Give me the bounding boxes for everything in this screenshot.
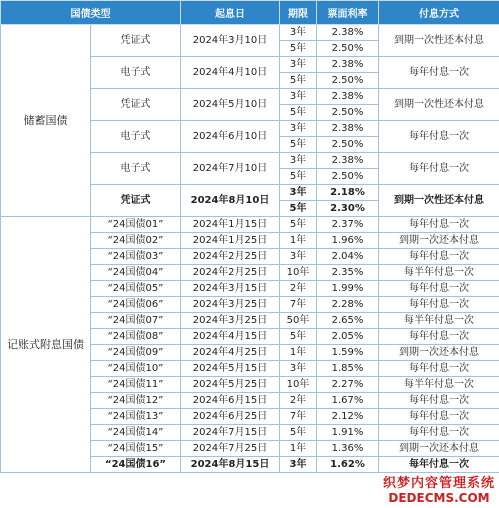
term: 7年	[280, 409, 317, 425]
term: 5年	[280, 73, 317, 89]
value-date: 2024年1月15日	[181, 217, 280, 233]
bond-name: “24国债09”	[91, 345, 181, 361]
coupon-rate: 2.28%	[317, 297, 379, 313]
value-date: 2024年1月25日	[181, 233, 280, 249]
coupon-rate: 2.50%	[317, 105, 379, 121]
payment-method: 每半年付息一次	[379, 265, 499, 281]
watermark	[383, 477, 495, 506]
bond-name: “24国债08”	[91, 329, 181, 345]
payment-method: 每年付息一次	[379, 57, 499, 89]
payment-method: 到期一次性还本付息	[379, 89, 499, 121]
bond-name: “24国债16”	[91, 457, 181, 473]
bond-form: 电子式	[91, 121, 181, 153]
header-row	[1, 1, 499, 25]
bond-name: “24国债04”	[91, 265, 181, 281]
coupon-rate: 2.38%	[317, 153, 379, 169]
payment-method: 每年付息一次	[379, 425, 499, 441]
payment-method: 每年付息一次	[379, 409, 499, 425]
payment-method: 每年付息一次	[379, 153, 499, 185]
term: 50年	[280, 313, 317, 329]
payment-method: 每半年付息一次	[379, 313, 499, 329]
value-date: 2024年6月10日	[181, 121, 280, 153]
header-value-date: 起息日	[181, 1, 280, 25]
payment-method: 到期一次还本付息	[379, 441, 499, 457]
coupon-rate: 2.18%	[317, 185, 379, 201]
value-date: 2024年6月25日	[181, 409, 280, 425]
term: 5年	[280, 217, 317, 233]
header-term: 期限	[280, 1, 317, 25]
term: 5年	[280, 137, 317, 153]
coupon-rate: 2.50%	[317, 41, 379, 57]
term: 3年	[280, 89, 317, 105]
coupon-rate: 2.04%	[317, 249, 379, 265]
term: 3年	[280, 153, 317, 169]
bond-name: “24国债14”	[91, 425, 181, 441]
coupon-rate: 1.67%	[317, 393, 379, 409]
value-date: 2024年2月25日	[181, 249, 280, 265]
category-savings-bond: 储蓄国债	[1, 25, 91, 217]
term: 10年	[280, 377, 317, 393]
value-date: 2024年5月15日	[181, 361, 280, 377]
watermark-title: 织梦内容管理系统	[382, 476, 495, 492]
bond-name: “24国债07”	[91, 313, 181, 329]
term: 2年	[280, 393, 317, 409]
value-date: 2024年7月10日	[181, 153, 280, 185]
coupon-rate: 2.38%	[317, 25, 379, 41]
payment-method: 每年付息一次	[379, 329, 499, 345]
payment-method: 到期一次性还本付息	[379, 185, 499, 217]
value-date: 2024年3月25日	[181, 297, 280, 313]
coupon-rate: 2.50%	[317, 137, 379, 153]
coupon-rate: 2.50%	[317, 73, 379, 89]
value-date: 2024年3月15日	[181, 281, 280, 297]
term: 5年	[280, 105, 317, 121]
bond-name: “24国债03”	[91, 249, 181, 265]
payment-method: 每年付息一次	[379, 457, 499, 473]
payment-method: 每年付息一次	[379, 281, 499, 297]
bond-form: 凭证式	[91, 25, 181, 57]
coupon-rate: 1.62%	[317, 457, 379, 473]
coupon-rate: 1.36%	[317, 441, 379, 457]
coupon-rate: 2.12%	[317, 409, 379, 425]
payment-method: 每年付息一次	[379, 361, 499, 377]
value-date: 2024年3月25日	[181, 313, 280, 329]
header-bond-type: 国债类型	[1, 1, 181, 25]
coupon-rate: 2.38%	[317, 121, 379, 137]
bond-name: “24国债13”	[91, 409, 181, 425]
term: 3年	[280, 25, 317, 41]
bond-form: 电子式	[91, 57, 181, 89]
coupon-rate: 1.59%	[317, 345, 379, 361]
bond-name: “24国债12”	[91, 393, 181, 409]
coupon-rate: 1.96%	[317, 233, 379, 249]
bond-name: “24国债01”	[91, 217, 181, 233]
bond-name: “24国债06”	[91, 297, 181, 313]
value-date: 2024年3月10日	[181, 25, 280, 57]
payment-method: 到期一次性还本付息	[379, 25, 499, 57]
coupon-rate: 2.65%	[317, 313, 379, 329]
watermark-url: DEDECMS.COM	[388, 491, 490, 506]
bond-name: “24国债10”	[91, 361, 181, 377]
term: 1年	[280, 233, 317, 249]
term: 3年	[280, 57, 317, 73]
term: 5年	[280, 425, 317, 441]
payment-method: 每年付息一次	[379, 393, 499, 409]
term: 1年	[280, 345, 317, 361]
coupon-rate: 2.50%	[317, 169, 379, 185]
payment-method: 每年付息一次	[379, 249, 499, 265]
term: 3年	[280, 457, 317, 473]
payment-method: 每年付息一次	[379, 121, 499, 153]
coupon-rate: 2.37%	[317, 217, 379, 233]
value-date: 2024年8月10日	[181, 185, 280, 217]
bond-name: “24国债05”	[91, 281, 181, 297]
bond-name: “24国债02”	[91, 233, 181, 249]
category-book-entry-bond: 记账式附息国债	[1, 217, 91, 473]
term: 2年	[280, 281, 317, 297]
term: 1年	[280, 441, 317, 457]
term: 3年	[280, 185, 317, 201]
term: 5年	[280, 329, 317, 345]
header-coupon-rate: 票面利率	[317, 1, 379, 25]
term: 5年	[280, 201, 317, 217]
value-date: 2024年4月25日	[181, 345, 280, 361]
term: 7年	[280, 297, 317, 313]
value-date: 2024年7月25日	[181, 441, 280, 457]
bond-form: 电子式	[91, 153, 181, 185]
coupon-rate: 2.05%	[317, 329, 379, 345]
term: 5年	[280, 41, 317, 57]
payment-method: 每年付息一次	[379, 217, 499, 233]
coupon-rate: 1.85%	[317, 361, 379, 377]
value-date: 2024年5月25日	[181, 377, 280, 393]
bond-name: “24国债15”	[91, 441, 181, 457]
term: 3年	[280, 361, 317, 377]
term: 5年	[280, 169, 317, 185]
bond-form: 凭证式	[91, 89, 181, 121]
book-entry-bond-row	[1, 217, 499, 233]
savings-bond-row	[1, 25, 499, 41]
payment-method: 每半年付息一次	[379, 377, 499, 393]
coupon-rate: 2.27%	[317, 377, 379, 393]
value-date: 2024年8月15日	[181, 457, 280, 473]
coupon-rate: 2.38%	[317, 89, 379, 105]
coupon-rate: 2.30%	[317, 201, 379, 217]
bond-name: “24国债11”	[91, 377, 181, 393]
value-date: 2024年7月15日	[181, 425, 280, 441]
value-date: 2024年4月15日	[181, 329, 280, 345]
payment-method: 到期一次还本付息	[379, 345, 499, 361]
coupon-rate: 1.99%	[317, 281, 379, 297]
payment-method: 到期一次还本付息	[379, 233, 499, 249]
header-payment-method: 付息方式	[379, 1, 499, 25]
coupon-rate: 2.35%	[317, 265, 379, 281]
term: 3年	[280, 121, 317, 137]
value-date: 2024年6月15日	[181, 393, 280, 409]
value-date: 2024年4月10日	[181, 57, 280, 89]
coupon-rate: 2.38%	[317, 57, 379, 73]
term: 3年	[280, 249, 317, 265]
value-date: 2024年5月10日	[181, 89, 280, 121]
value-date: 2024年2月25日	[181, 265, 280, 281]
bond-form: 凭证式	[91, 185, 181, 217]
payment-method: 每年付息一次	[379, 297, 499, 313]
term: 10年	[280, 265, 317, 281]
coupon-rate: 1.91%	[317, 425, 379, 441]
